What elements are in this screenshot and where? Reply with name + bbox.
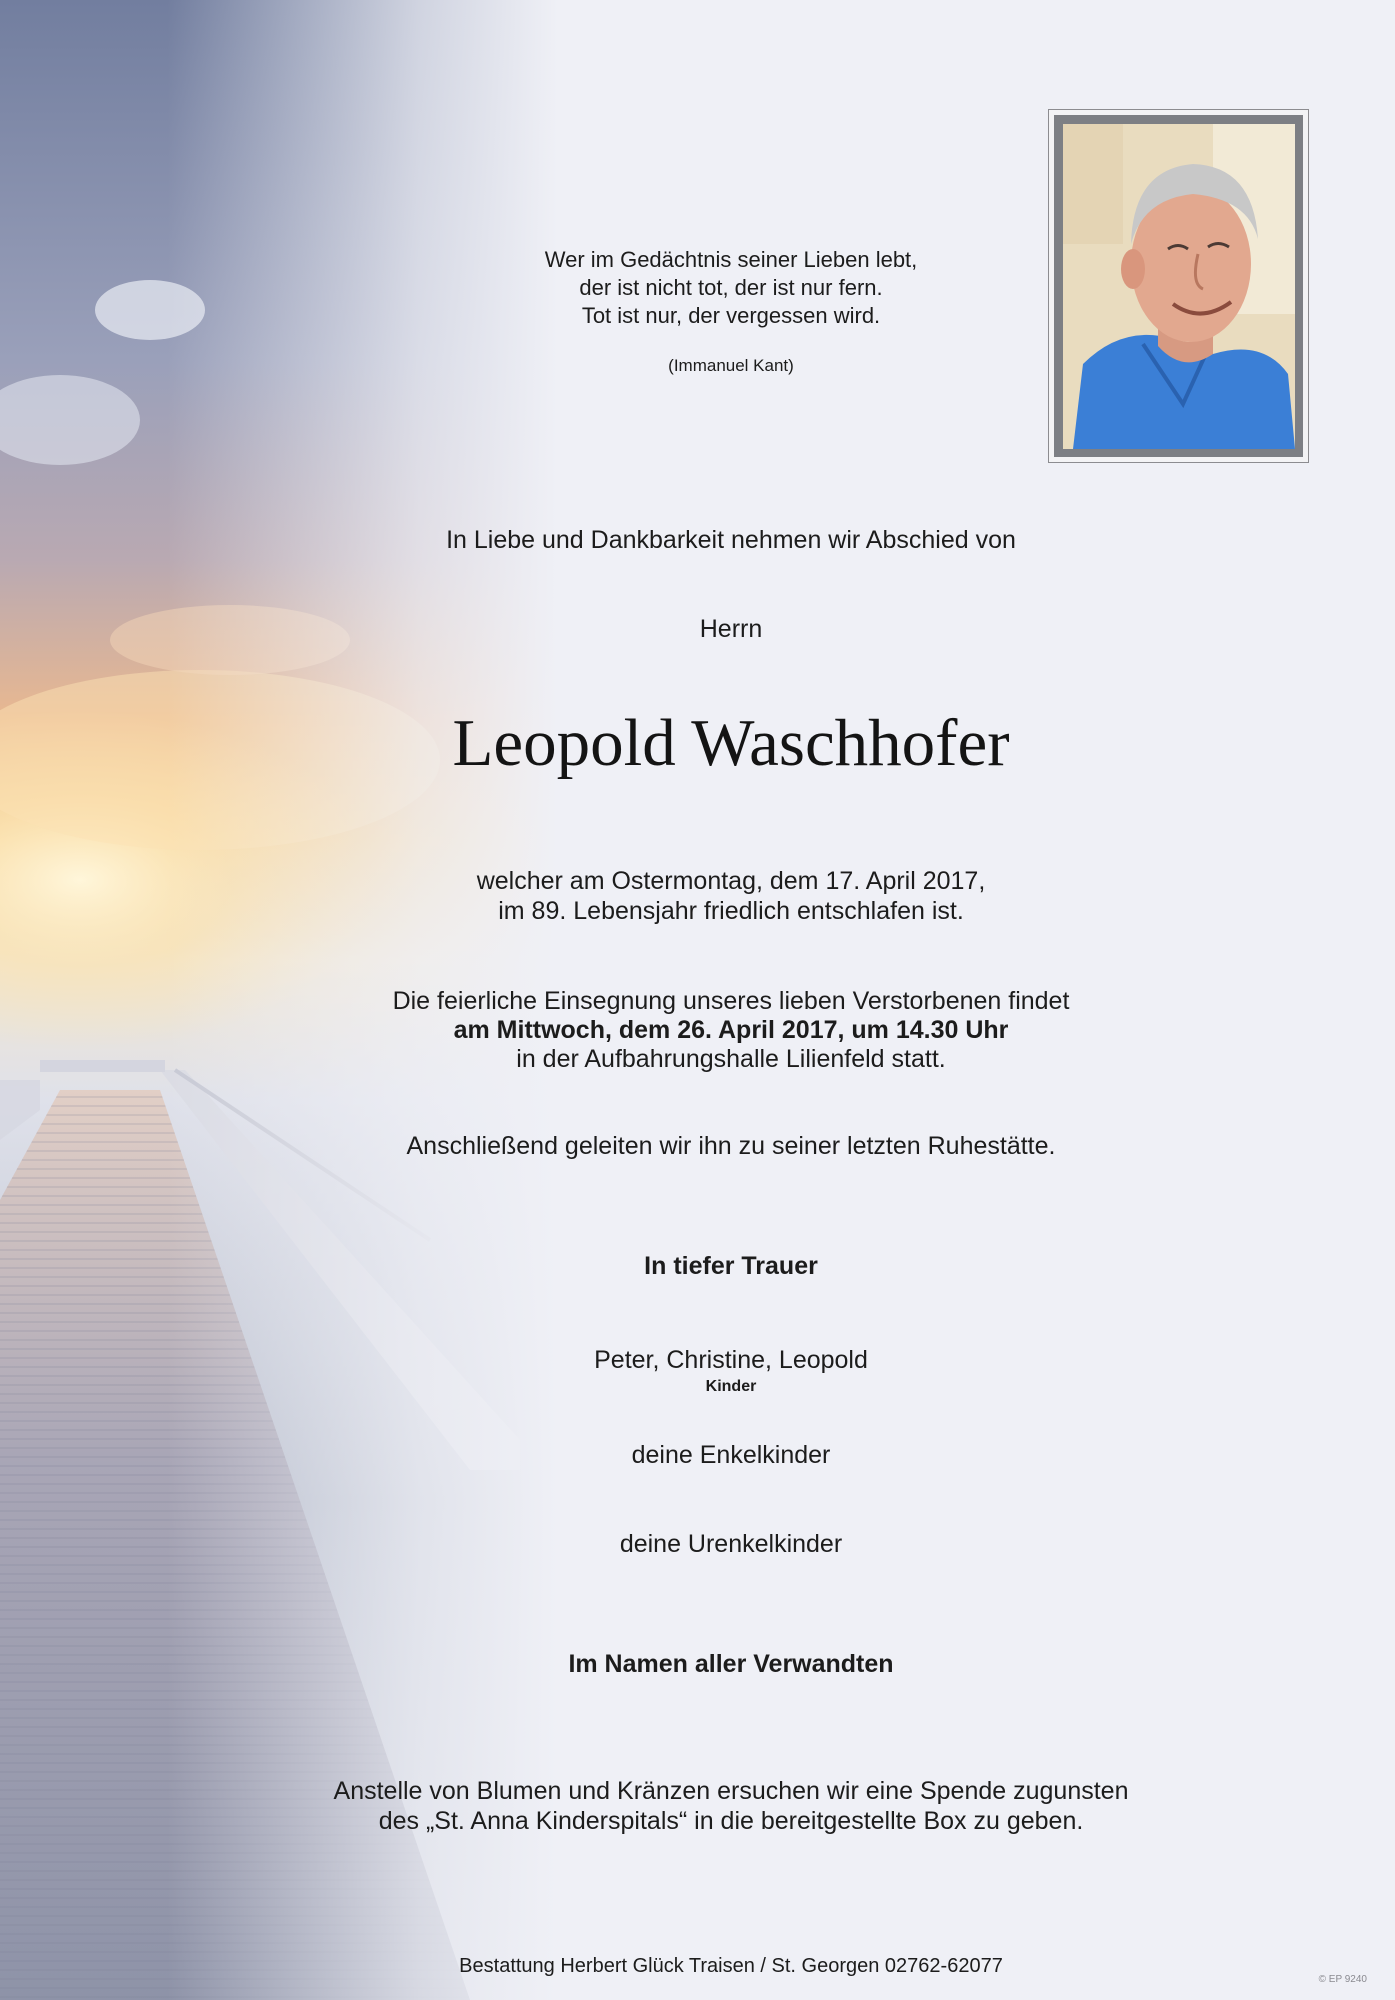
grandchildren: deine Enkelkinder [631,1441,831,1469]
portrait-photo [1063,124,1295,449]
quote-author: (Immanuel Kant) [668,356,794,375]
quote-line-1: Wer im Gedächtnis seiner Lieben lebt, [544,247,918,272]
quote-line-3: Tot ist nur, der vergessen wird. [581,303,881,328]
funeral-home-footer: Bestattung Herbert Glück Traisen / St. Georgen 02762-62077 [459,1955,1003,1977]
great-grandchildren: deine Urenkelkinder [619,1530,843,1558]
salutation: Herrn [699,615,763,643]
children-names: Peter, Christine, Leopold [594,1346,868,1374]
copyright-note: © EP 9240 [1318,1974,1367,1985]
death-line-1: welcher am Ostermontag, dem 17. April 2017, [476,867,986,895]
quote-line-2: der ist nicht tot, der ist nur fern. [579,275,883,300]
deceased-name: Leopold Waschhofer [452,706,1010,780]
ceremony-line-2: am Mittwoch, dem 26. April 2017, um 14.30 Uhr [453,1016,1009,1044]
donation-line-1: Anstelle von Blumen und Kränzen ersuchen wir eine Spende zugunsten [333,1777,1129,1805]
intro-text: In Liebe und Dankbarkeit nehmen wir Abschied von [446,526,1016,554]
mourning-heading: In tiefer Trauer [644,1252,818,1280]
portrait-frame [1048,109,1309,463]
ceremony-line-1: Die feierliche Einsegnung unseres lieben Verstorbenen findet [392,987,1070,1015]
relatives-text: Im Namen aller Verwandten [568,1650,894,1678]
children-label: Kinder [705,1378,757,1395]
burial-text: Anschließend geleiten wir ihn zu seiner letzten Ruhestätte. [406,1132,1056,1160]
death-line-2: im 89. Lebensjahr friedlich entschlafen ist. [498,897,964,925]
ceremony-line-3: in der Aufbahrungshalle Lilienfeld statt. [516,1045,946,1073]
donation-line-2: des „St. Anna Kinderspitals“ in die bereitgestellte Box zu geben. [378,1807,1084,1835]
